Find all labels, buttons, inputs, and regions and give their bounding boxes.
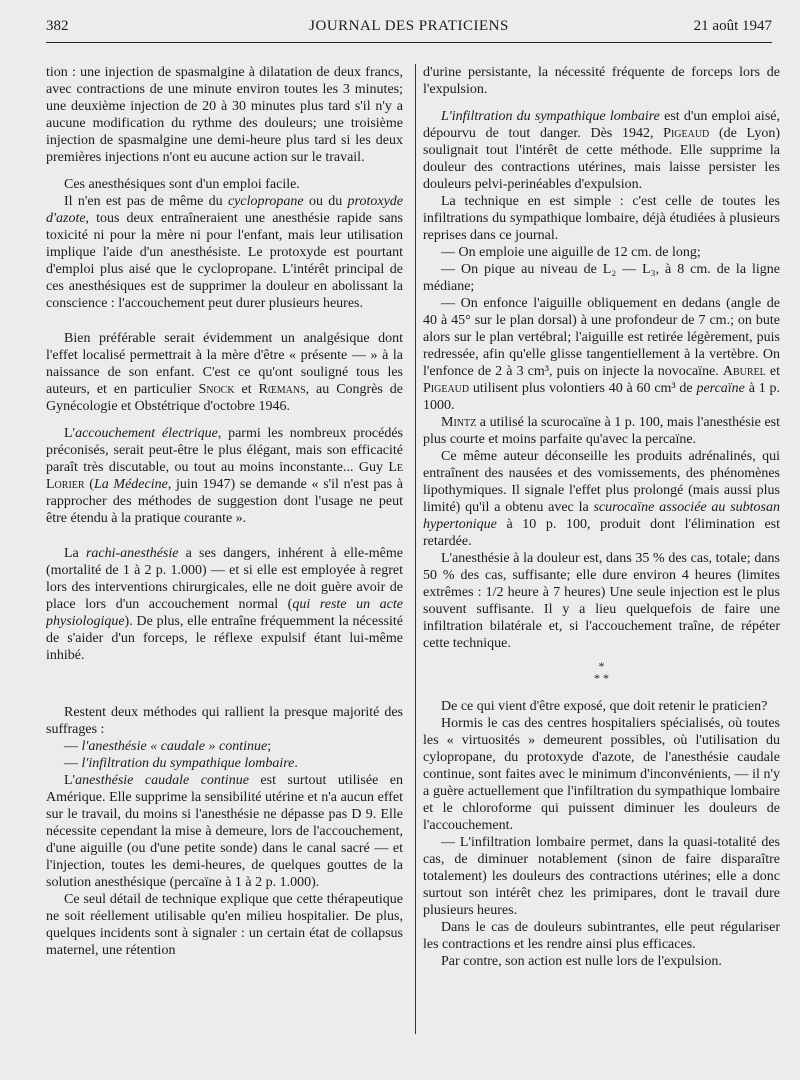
paragraph: d'urine persistante, la nécessité fréquente de forceps lors de l'expulsion. (423, 65, 780, 97)
journal-title: JOURNAL DES PRATICIENS (309, 18, 509, 34)
paragraph: Par contre, son action est nulle lors de l'expulsion. (441, 954, 722, 969)
paragraph: Il n'en est pas de même du cyclopropane ou du protoxyde d'azote, tous deux entraîneraient une anesthésie rapide sans toxicité ni pour la mère ni pour l'enfant, mais leur utilisation implique l'aide d'un anesthésiste. Le protoxyde est pourtant d'emploi plus aisé que le cyclopropane. L'intérêt principal de ces anesthésiques est de supprimer la douleur en abolissant la conscience : l'accouchement peut durer plusieurs heures. (46, 194, 403, 311)
paragraph: L'infiltration du sympathique lombaire est d'un emploi aisé, dépourvu de tout danger. Dès 1942, Pigeaud (de Lyon) soulignait tout l'intérêt de cette méthode. Elle supprime la douleur des contractions utérines, mais laisse persister les douleurs pelvi-perinéables d'expulsion. (423, 109, 780, 192)
author-name: Rœmans (258, 382, 306, 397)
paragraph: L'anesthésie à la douleur est, dans 35 % des cas, totale; dans 50 % des cas, suffisante; elle dure environ 4 heures (limites extrêmes : 1/2 heure à 7 heures) Une seule injection est le plus souvent suffisante. Il y a lieu quelquefois de faire une infiltration bilatérale et, si l'accouchement traîne, de répéter cette technique. (423, 551, 780, 651)
paragraph: Restent deux méthodes qui rallient la presque majorité des suffrages : (46, 705, 403, 737)
paragraph: Hormis le cas des centres hospitaliers spécialisés, où toutes les « virtuosités » demeurent possibles, où l'utilisation du cylopropane, du protoxyde d'azote, de l'anesthésie caudale continue, sont faites avec le minimum d'inconvénients, — il n'y a guère actuellement que l'infiltration du sympathique lombaire et le chloroforme qui puissent diminuer les douleurs de l'accouchement. (423, 716, 780, 833)
paragraph: L'accouchement électrique, parmi les nombreux procédés préconisés, serait peut-être le plus élégant, mais son efficacité paraît très discutable, ou tout au moins inconstante... Guy Le Lorier (La Médecine, juin 1947) se demande « s'il n'est pas à rapprocher des méthodes de suggestion dont l'usage ne peut être étendu à la pratique courante ». (46, 426, 403, 526)
paragraph: tion : une injection de spasmalgine à dilatation de deux francs, avec contractions de une minute environ toutes les 3 minutes; une deuxième injection de 20 à 30 minutes plus tard s'il n'y a aucune modification du rythme des douleurs; une troisième injection de spasmalgine une demi-heure plus tard si les deux premières injections n'ont eu aucune action sur le travail. (46, 65, 403, 165)
italic-term: cyclopropane (227, 194, 304, 209)
paragraph: De ce qui vient d'être exposé, que doit retenir le praticien? (441, 699, 768, 714)
italic-term: qui reste un acte physiologique (46, 597, 403, 629)
paragraph: La rachi-anesthésie a ses dangers, inhérent à elle-même (mortalité de 1 à 2 p. 1.000) — et si elle est employée à regret lors des interventions chirurgicales, elle ne doit guère avoir de place lors d'un accouchement normal (qui reste un acte physiologique). De plus, elle entraîne fréquemment la nécessité de s'aider d'un forceps, le réflexe expulsif étant lui-même inhibé. (46, 546, 403, 663)
author-name: Pigeaud (663, 126, 710, 141)
italic-term: L'infiltration du sympathique lombaire (441, 109, 660, 124)
author-name: Le Lorier (46, 460, 403, 492)
header-rule (46, 42, 772, 43)
italic-term: scurocaïne associée au subtosan hypertonique (423, 500, 780, 532)
paragraph: Ces anesthésiques sont d'un emploi facile. (64, 177, 300, 192)
page-header (46, 12, 772, 42)
author-name: Mintz (441, 415, 477, 430)
author-name: Snock (198, 382, 235, 397)
page-number: 382 (46, 18, 69, 34)
issue-date: 21 août 1947 (693, 18, 772, 34)
paragraph: Ce même auteur déconseille les produits adrénalinés, qui entraînent des nausées et des vomissements, des phénomènes lipothymiques. Il signale l'effet plus prolongé (mais aussi plus limité) qu'il a obtenu avec la scurocaïne associée au subtosan hypertonique à 10 p. 100, produit dont l'élimination est retardée. (423, 449, 780, 549)
paragraph: Ce seul détail de technique explique que cette thérapeutique ne soit réellement utilisable qu'en milieu hospitalier. De plus, quelques incidents sont à signaler : un certain état de collapsus maternel, une rétention (46, 892, 403, 958)
list-item: — l'anesthésie « caudale » continue; (64, 739, 272, 754)
list-item: — l'infiltration du sympathique lombaire. (64, 756, 298, 771)
section-asterism: * * * (594, 659, 609, 685)
paragraph: Mintz a utilisé la scurocaïne à 1 p. 100, mais l'anesthésie est plus courte et moins parfaite qu'avec la percaïne. (423, 415, 780, 447)
column-divider (415, 64, 416, 1034)
italic-term: accouchement électrique (75, 426, 218, 441)
list-item: — On pique au niveau de L₂ — L₃, à 8 cm. de la ligne médiane; (423, 262, 780, 294)
paragraph: L'anesthésie caudale continue est surtout utilisée en Amérique. Elle supprime la sensibilité utérine et n'a aucun effet sur le travail, du moins si l'anesthésie ne dépasse pas D 9. Elle nécessite cependant la mise à demeure, lors de l'accouchement, d'une aiguille (ou d'une petite sonde) dans le canal sacré — et l'injection, toutes les demi-heures, de quelques gouttes de la solution anesthésique (percaïne à 1 à 2 p. 1.000). (46, 773, 403, 890)
author-name: Aburel (722, 364, 766, 379)
paragraph: Dans le cas de douleurs subintrantes, elle peut régulariser les contractions et les rendre ainsi plus efficaces. (423, 920, 780, 952)
author-name: Pigeaud (423, 381, 470, 396)
journal-citation: La Médecine (93, 477, 168, 492)
paragraph: Bien préférable serait évidemment un analgésique dont l'effet localisé permettrait à la mère d'être « présente — » à la naissance de son enfant. C'est ce qu'ont souligné tous les auteurs, et en particulier Snock et Rœmans, au Congrès de Gynécologie et Obstétrique d'octobre 1946. (46, 331, 403, 414)
list-item: — On enfonce l'aiguille obliquement en dedans (angle de 40 à 45° sur le plan dorsal) à une profondeur de 7 cm.; on bute alors sur le plan vertébral; l'aiguille est retirée légèrement, puis redressée, afin qu'elle glisse tangentiellement à la vertèbre. On l'enfonce de 2 à 3 cm³, puis on injecte la novocaïne. Aburel et Pigeaud utilisent plus volontiers 40 à 60 cm³ de percaïne à 1 p. 1000. (423, 296, 780, 413)
left-column (46, 64, 403, 1039)
italic-term: rachi-anesthésie (85, 546, 179, 561)
italic-term: anesthésie caudale continue (75, 773, 249, 788)
italic-term: percaïne (696, 381, 745, 396)
italic-term: protoxyde d'azote (46, 194, 403, 226)
right-column (423, 64, 780, 1039)
list-item: — On emploie une aiguille de 12 cm. de long; (441, 245, 701, 260)
paragraph: — L'infiltration lombaire permet, dans la quasi-totalité des cas, de diminuer notablement (sinon de faire disparaître totalement) les douleurs des contractions utérines; elle a donc surtout son intérêt chez les primipares, dont le travail dure plusieurs heures. (423, 835, 780, 918)
paragraph: La technique en est simple : c'est celle de toutes les infiltrations du sympathique lombaire, déjà étudiées à plusieurs reprises dans ce journal. (423, 194, 780, 243)
